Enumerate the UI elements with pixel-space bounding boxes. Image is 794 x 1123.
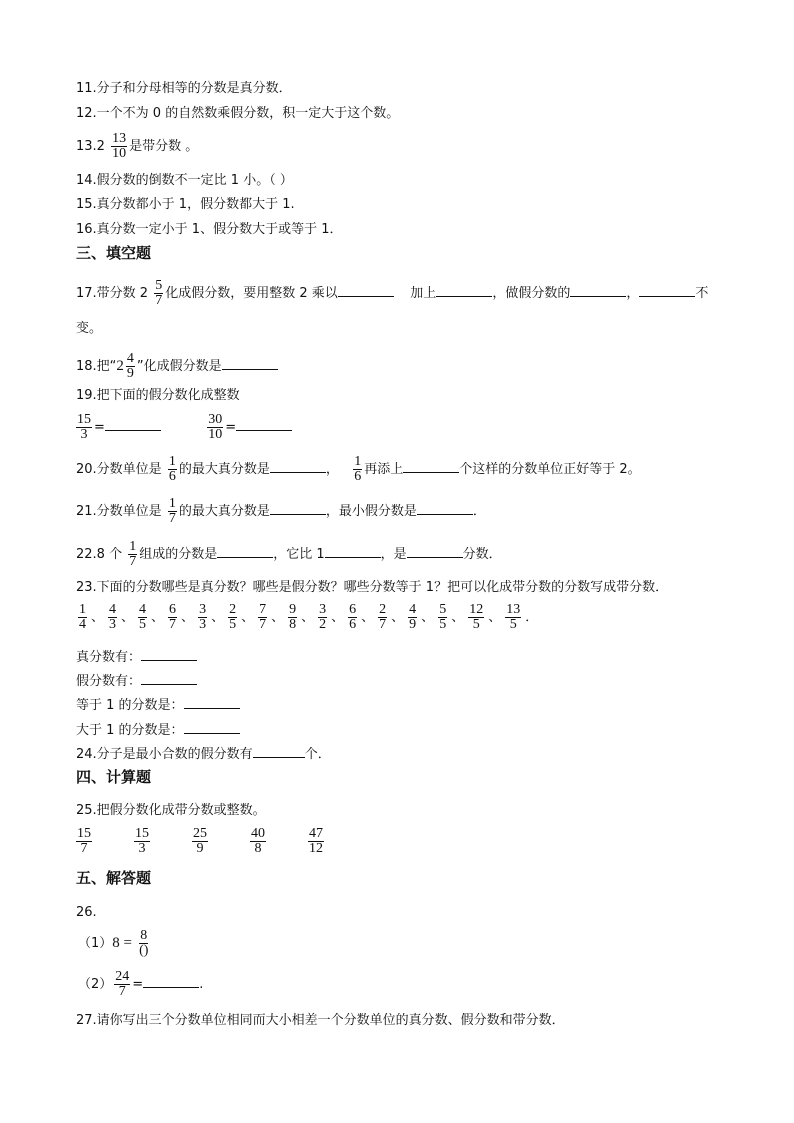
question-18: 18.把“2 $\frac{4}{9}$ ”化成假分数是 (76, 352, 278, 381)
separator: 、 (391, 610, 405, 625)
separator: 、 (421, 610, 435, 625)
separator: 、 (121, 610, 135, 625)
question-26-part-1: （1）8 = 8 () (78, 928, 149, 958)
answer-blank[interactable] (184, 721, 240, 734)
question-27: 27.请你写出三个分数单位相同而大小相差一个分数单位的真分数、假分数和带分数． (76, 1013, 565, 1028)
question-19-title: 19.把下面的假分数化成整数 (76, 388, 240, 403)
question-21: 21.分数单位是 $\frac{1}{7}$ 的最大真分数是 ，最小假分数是 ． (76, 496, 486, 526)
question-19-items: $\frac{15}{3}$ = $\frac{30}{10}$ = (76, 413, 292, 442)
answer-blank[interactable] (570, 284, 626, 297)
answer-blank[interactable] (639, 284, 695, 297)
fraction-1-7: $\frac{1}{7}$ (168, 496, 176, 526)
answer-blank[interactable] (141, 648, 197, 661)
separator: 、 (271, 610, 285, 625)
fraction-2-5: $\frac{2}{5}$ (229, 602, 237, 632)
fraction-4-3: $\frac{4}{3}$ (109, 602, 117, 632)
separator: 、 (488, 610, 502, 625)
question-22: 22.8 个 $\frac{1}{7}$ 组成的分数是 ，它比 1 ，是 分数． (76, 539, 502, 569)
fraction-3-2: $\frac{3}{2}$ (319, 602, 327, 632)
question-16: 16.真分数一定小于 1、假分数大于或等于 1． (76, 222, 343, 237)
separator: 、 (241, 610, 255, 625)
fraction-1-4: $\frac{1}{4}$ (79, 602, 86, 632)
fraction-40-8: $\frac{40}{8}$ (251, 826, 265, 856)
fraction-47-12: $\frac{47}{12}$ (309, 826, 323, 856)
answer-blank[interactable] (407, 545, 463, 558)
fraction-6-6: $\frac{6}{6}$ (349, 602, 357, 632)
fraction-7-7: $\frac{7}{7}$ (259, 602, 267, 632)
question-12: 12.一个不为 0 的自然数乘假分数，积一定大于这个数。 (76, 106, 400, 121)
answer-blank[interactable] (236, 418, 292, 431)
fraction-5-5: $\frac{5}{5}$ (439, 602, 447, 632)
question-17: 17.带分数 2 $\frac{5}{7}$ 化成假分数，要用整数 2 乘以 加上 ，做假分数的 ， 不 (76, 278, 709, 308)
separator: 、 (211, 610, 225, 625)
answer-blank[interactable] (270, 460, 326, 473)
fraction-24-7: $\frac{24}{7}$ (115, 969, 130, 999)
mixed-whole: 2 (116, 358, 124, 374)
question-24: 24.分子是最小合数的假分数有 个． (76, 747, 331, 762)
fraction-1-6: $\frac{1}{6}$ (168, 454, 176, 484)
question-25-fraction-list (76, 827, 326, 856)
section-heading-answer: 五、解答题 (76, 869, 152, 887)
separator: 、 (451, 610, 465, 625)
answer-blank[interactable] (141, 672, 197, 685)
fraction-3-3: $\frac{3}{3}$ (199, 602, 207, 632)
equal-to-one-line: 等于 1 的分数是： (76, 696, 240, 715)
question-11: 11.分子和分母相等的分数是真分数． (76, 81, 292, 96)
section-heading-calculation: 四、计算题 (76, 768, 152, 786)
fraction-13-5: $\frac{13}{5}$ (506, 602, 521, 632)
answer-blank[interactable] (417, 502, 473, 515)
fraction-15-3: $\frac{15}{3}$ (135, 826, 149, 856)
fraction-5-7: $\frac{5}{7}$ (155, 278, 163, 308)
fraction-9-8: $\frac{9}{8}$ (289, 602, 297, 632)
fraction-30-10: $\frac{30}{10}$ (208, 412, 223, 442)
fraction-4-9: $\frac{4}{9}$ (409, 602, 417, 632)
fraction-8-blank: 8 () (139, 928, 149, 958)
fraction-12-5: $\frac{12}{5}$ (469, 602, 484, 632)
fraction-15-7: $\frac{15}{7}$ (77, 826, 91, 856)
question-20: 20.分数单位是 $\frac{1}{6}$ 的最大真分数是 ， $\frac{1}{6}$ 再添上 个这样的分数单位正好等于 2。 (76, 454, 641, 484)
answer-blank[interactable] (222, 357, 278, 370)
fraction-4-9: $\frac{4}{9}$ (126, 351, 134, 381)
answer-blank[interactable] (253, 745, 305, 758)
fraction-4-5: $\frac{4}{5}$ (139, 602, 147, 632)
separator: 、 (151, 610, 165, 625)
answer-blank[interactable] (217, 545, 273, 558)
section-heading-fill-in: 三、填空题 (76, 244, 152, 262)
separator: 、 (331, 610, 345, 625)
answer-blank[interactable] (270, 502, 326, 515)
question-23-fraction-list (76, 603, 540, 632)
answer-blank[interactable] (325, 545, 381, 558)
question-23-title: 23.下面的分数哪些是真分数？哪些是假分数？哪些分数等于 1？把可以化成带分数的分数写成带分数． (76, 580, 669, 595)
proper-fractions-line: 真分数有： (76, 648, 197, 667)
fraction-13-10: $\frac{13}{10}$ (112, 131, 127, 161)
fraction-15-3: $\frac{15}{3}$ (77, 412, 91, 442)
greater-than-one-line: 大于 1 的分数是： (76, 721, 240, 740)
question-26-number: 26. (76, 905, 97, 920)
question-15: 15.真分数都小于 1，假分数都大于 1. (76, 197, 295, 212)
question-17-continued: 变。 (76, 321, 103, 336)
answer-blank[interactable] (143, 975, 199, 988)
question-26-part-2: （2） $\frac{24}{7}$ = . (78, 969, 204, 999)
question-13: 13.2 $\frac{13}{10}$ 是带分数 。 (76, 131, 199, 161)
question-14: 14.假分数的倒数不一定比 1 小。（ ） (76, 173, 293, 188)
answer-blank[interactable] (403, 460, 459, 473)
fraction-2-7: $\frac{2}{7}$ (379, 602, 387, 632)
question-25-title: 25.把假分数化成带分数或整数。 (76, 803, 266, 818)
fraction-6-7: $\frac{6}{7}$ (169, 602, 177, 632)
fraction-25-9: $\frac{25}{9}$ (193, 826, 207, 856)
separator: 、 (91, 610, 105, 625)
fraction-1-7: $\frac{1}{7}$ (129, 539, 137, 569)
answer-blank[interactable] (436, 284, 492, 297)
separator: ． (525, 610, 539, 625)
fraction-1-6: $\frac{1}{6}$ (354, 454, 362, 484)
answer-blank[interactable] (338, 284, 394, 297)
separator: 、 (301, 610, 315, 625)
improper-fractions-line: 假分数有： (76, 672, 197, 691)
answer-blank[interactable] (105, 418, 161, 431)
answer-blank[interactable] (184, 696, 240, 709)
separator: 、 (361, 610, 375, 625)
separator: 、 (181, 610, 195, 625)
